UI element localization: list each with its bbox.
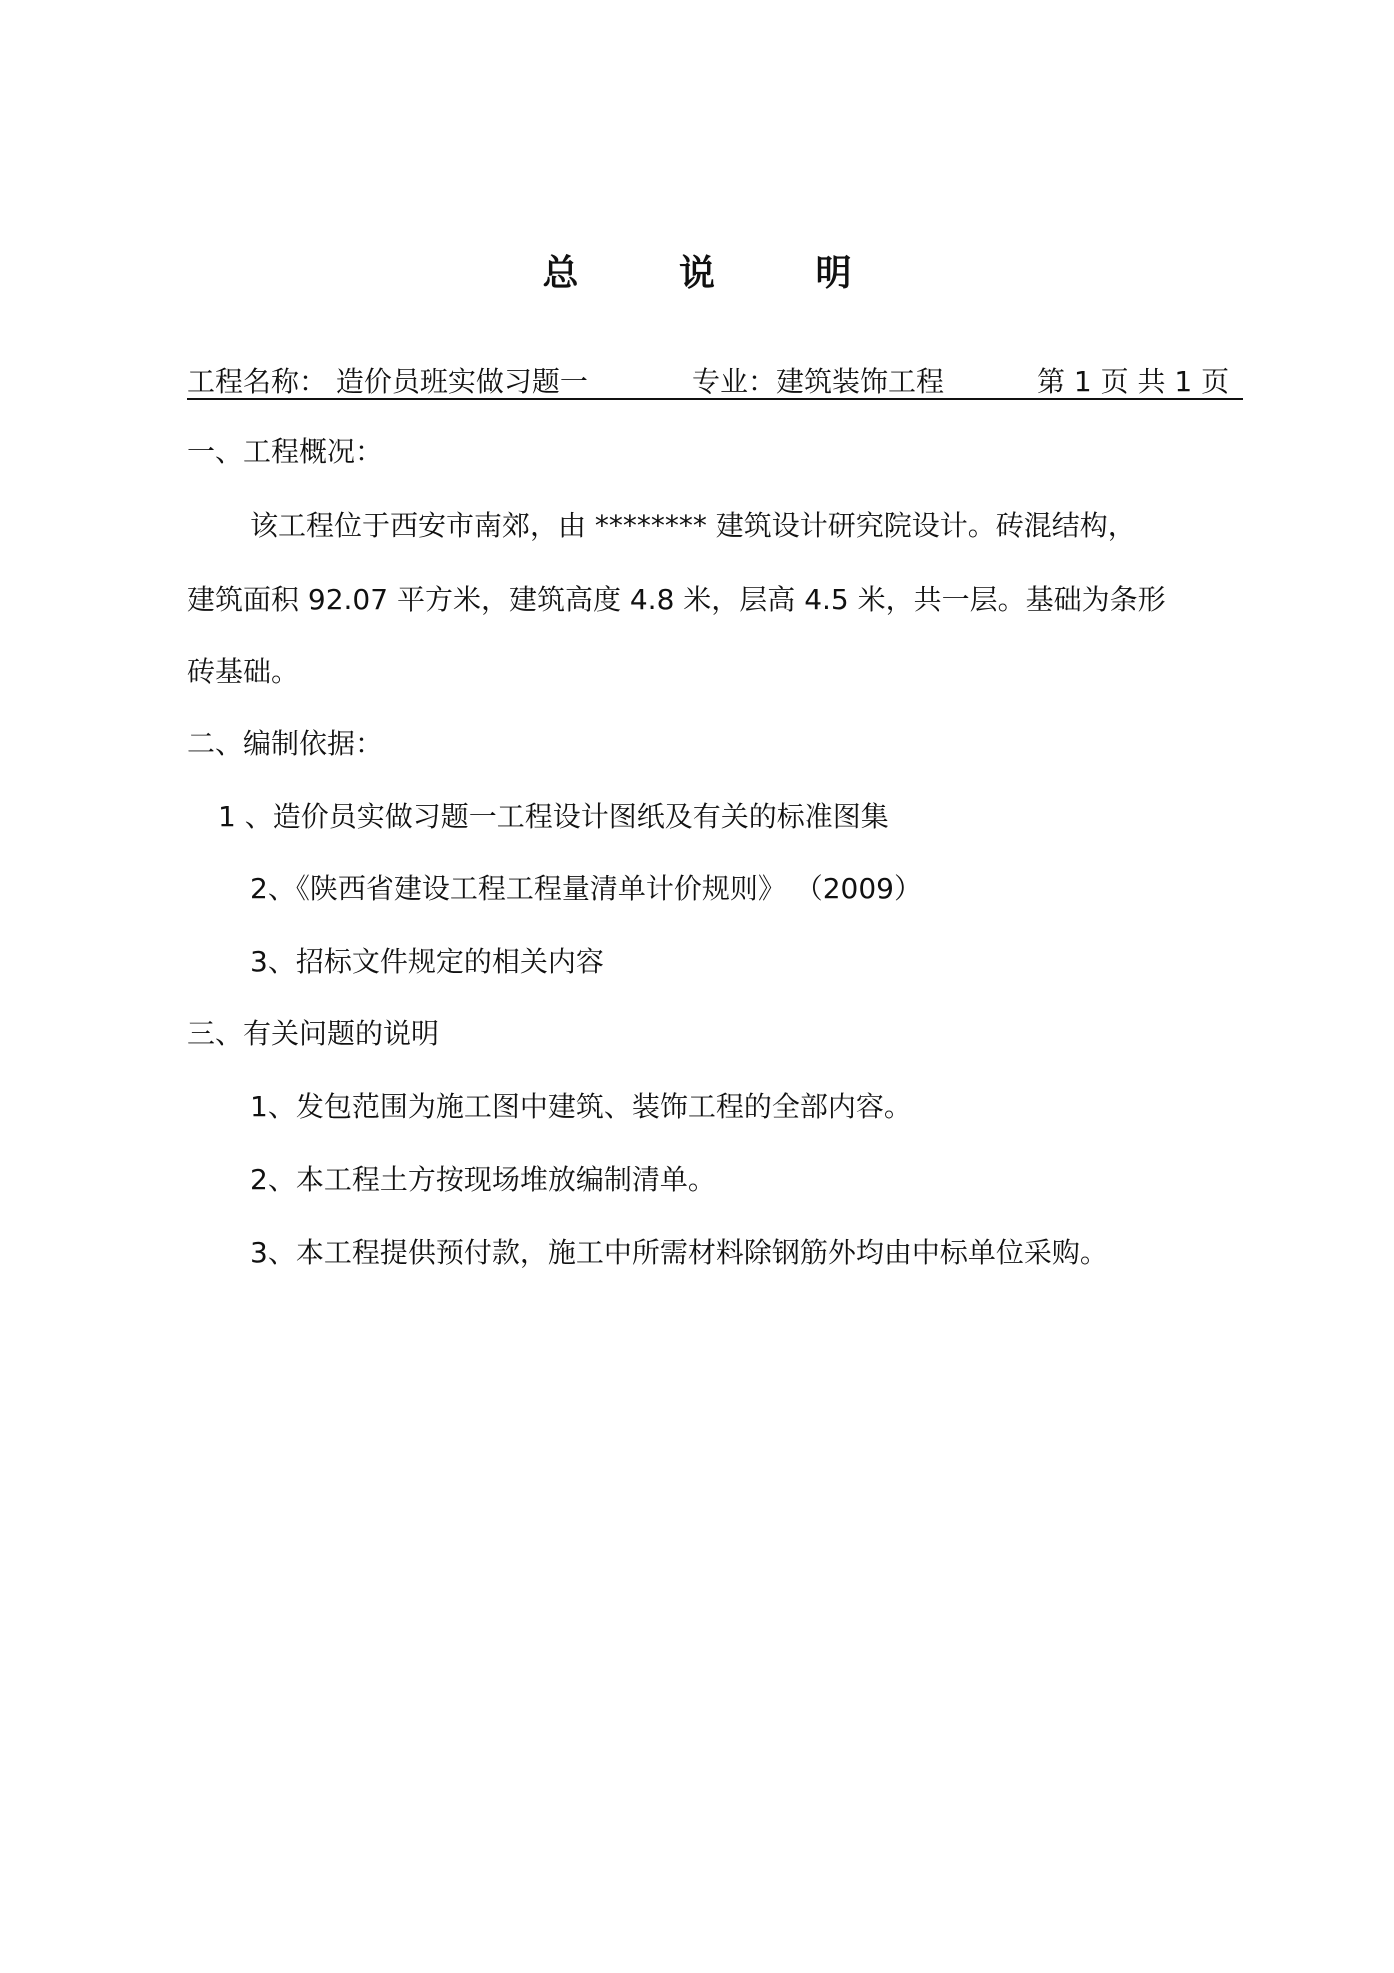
section1-line: 建筑面积 92.07 平方米，建筑高度 4.8 米，层高 4.5 米，共一层。基础为条形 bbox=[187, 583, 1166, 616]
section3-heading: 三、有关问题的说明 bbox=[187, 1017, 440, 1050]
page-number: 第 1 页 共 1 页 bbox=[1037, 365, 1230, 398]
project-name: 工程名称： 造价员班实做习题一 bbox=[187, 365, 588, 398]
document-header bbox=[187, 356, 1243, 400]
page-title: 总 说 明 bbox=[542, 253, 896, 294]
section1-line: 该工程位于西安市南郊，由 ******** 建筑设计研究院设计。砖混结构， bbox=[250, 509, 1136, 542]
section2-item: 2、《陕西省建设工程工程量清单计价规则》 （2009） bbox=[250, 872, 922, 905]
section3-item: 1、发包范围为施工图中建筑、装饰工程的全部内容。 bbox=[250, 1090, 912, 1123]
specialty: 专业：建筑装饰工程 bbox=[692, 365, 945, 398]
section2-item: 3、招标文件规定的相关内容 bbox=[250, 945, 604, 978]
section2-heading: 二、编制依据： bbox=[187, 727, 384, 760]
section2-item: 1 、造价员实做习题一工程设计图纸及有关的标准图集 bbox=[218, 800, 889, 833]
section1-heading: 一、工程概况： bbox=[187, 435, 384, 468]
section1-line: 砖基础。 bbox=[187, 655, 300, 688]
section3-item: 2、本工程土方按现场堆放编制清单。 bbox=[250, 1163, 716, 1196]
section3-item: 3、本工程提供预付款，施工中所需材料除钢筋外均由中标单位采购。 bbox=[250, 1236, 1108, 1269]
